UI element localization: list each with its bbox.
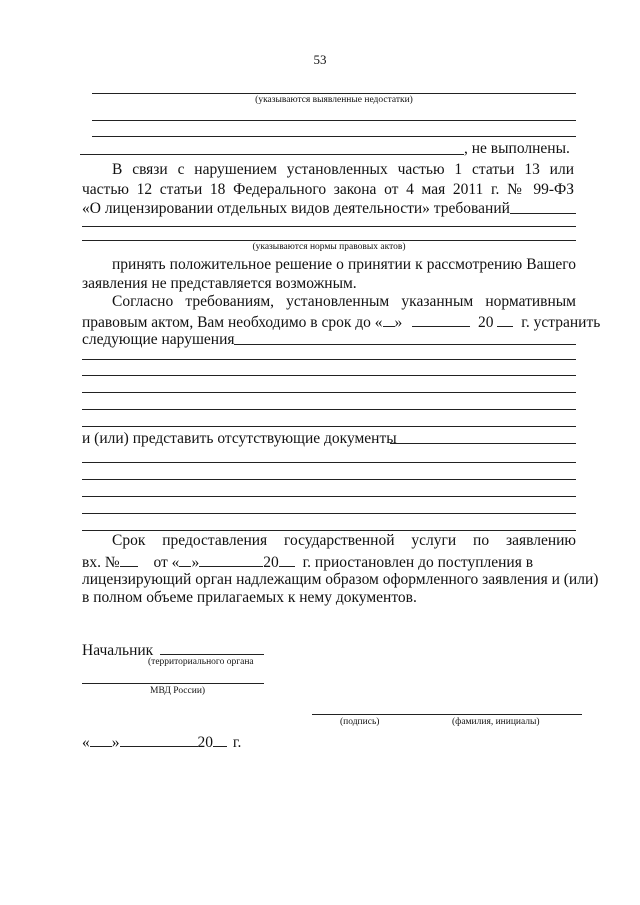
term-year-blank bbox=[279, 551, 295, 567]
docs-line-2 bbox=[82, 479, 576, 480]
term-day-blank bbox=[179, 551, 191, 567]
term-line-2-b: от « bbox=[153, 554, 180, 571]
violations-line-4 bbox=[82, 409, 576, 410]
norms-line-2 bbox=[82, 240, 576, 241]
sign-date-year: 20 bbox=[197, 734, 213, 751]
deficiencies-caption: (указываются выявленные недостатки) bbox=[255, 95, 413, 105]
docs-line-1 bbox=[82, 462, 576, 463]
violation-line-1: В связи с нарушением установленных частью 1 статьи 13 или bbox=[112, 161, 574, 178]
violations-line-5 bbox=[82, 426, 576, 427]
signature-caption: (подпись) bbox=[340, 717, 380, 727]
violations-line-1 bbox=[82, 359, 576, 360]
territorial-caption: (территориального органа bbox=[148, 657, 254, 667]
violation-line-3: «О лицензировании отдельных видов деятельности» требований bbox=[82, 200, 510, 217]
mvd-fill-line bbox=[82, 683, 264, 684]
violations-line-2 bbox=[82, 375, 576, 376]
norms-caption: (указываются нормы правовых актов) bbox=[252, 242, 406, 252]
sign-date-open: « bbox=[82, 734, 90, 751]
chief-label: Начальник bbox=[82, 642, 154, 659]
deficiencies-line-1 bbox=[92, 93, 576, 94]
docs-line-3 bbox=[82, 496, 576, 497]
year-blank bbox=[497, 311, 513, 327]
page-number: 53 bbox=[313, 52, 327, 67]
sign-date-suffix: г. bbox=[232, 734, 242, 751]
docs-line-4 bbox=[82, 513, 576, 514]
norms-line-1 bbox=[82, 226, 576, 227]
sign-date bbox=[82, 731, 241, 753]
violations-line-3 bbox=[82, 392, 576, 393]
term-line-4: в полном объеме прилагаемых к нему документов. bbox=[82, 589, 417, 606]
requirements-fill-line bbox=[510, 213, 576, 214]
term-line-2-a: вх. № bbox=[82, 554, 120, 571]
term-line-2-c: » bbox=[191, 554, 200, 571]
decision-line-2: заявления не представляется возможным. bbox=[82, 275, 357, 292]
month-blank bbox=[412, 311, 470, 327]
requirements-line-2-b: » bbox=[394, 314, 403, 331]
mvd-caption: МВД России) bbox=[150, 686, 206, 696]
term-line-3: лицензирующий орган надлежащим образом оформленного заявления и (или) bbox=[82, 571, 599, 588]
requirements-line-2-d: г. устранить bbox=[521, 314, 601, 331]
deficiencies-line-4 bbox=[80, 154, 464, 155]
term-line-1: Срок предоставления государственной услуги по заявлению bbox=[112, 532, 576, 549]
day-blank bbox=[383, 311, 395, 327]
missing-docs-text: и (или) представить отсутствующие документы bbox=[82, 430, 397, 447]
deficiencies-line-2 bbox=[92, 120, 576, 121]
name-caption: (фамилия, инициалы) bbox=[452, 717, 540, 727]
term-month-blank bbox=[199, 551, 263, 567]
not-fulfilled-text: , не выполнены. bbox=[464, 140, 570, 157]
signature-fill-line bbox=[312, 714, 582, 715]
decision-line-1: принять положительное решение о принятии к рассмотрению Вашего bbox=[112, 256, 576, 273]
sign-day-blank bbox=[90, 731, 112, 747]
deficiencies-line-3 bbox=[92, 136, 576, 137]
missing-docs-fill-line bbox=[390, 443, 576, 444]
term-line-2-d: 20 bbox=[263, 554, 279, 571]
reg-number-blank bbox=[120, 551, 138, 567]
term-line-2-e: г. приостановлен до поступления в bbox=[302, 554, 534, 571]
chief-fill-line bbox=[160, 654, 264, 655]
sign-date-close: » bbox=[111, 734, 120, 751]
sign-month-blank bbox=[120, 731, 198, 747]
requirements-line-2-c: 20 bbox=[478, 314, 494, 331]
requirements-line-1: Согласно требованиям, установленным указанным нормативным bbox=[112, 293, 576, 310]
requirements-line-3: следующие нарушения bbox=[82, 331, 235, 348]
requirements-line-2-a: правовым актом, Вам необходимо в срок до « bbox=[82, 314, 383, 331]
violation-line-2: частью 12 статьи 18 Федерального закона от 4 мая 2011 г. № 99-ФЗ bbox=[82, 181, 574, 198]
sign-year-blank bbox=[213, 731, 227, 747]
violations-fill-line bbox=[234, 344, 576, 345]
